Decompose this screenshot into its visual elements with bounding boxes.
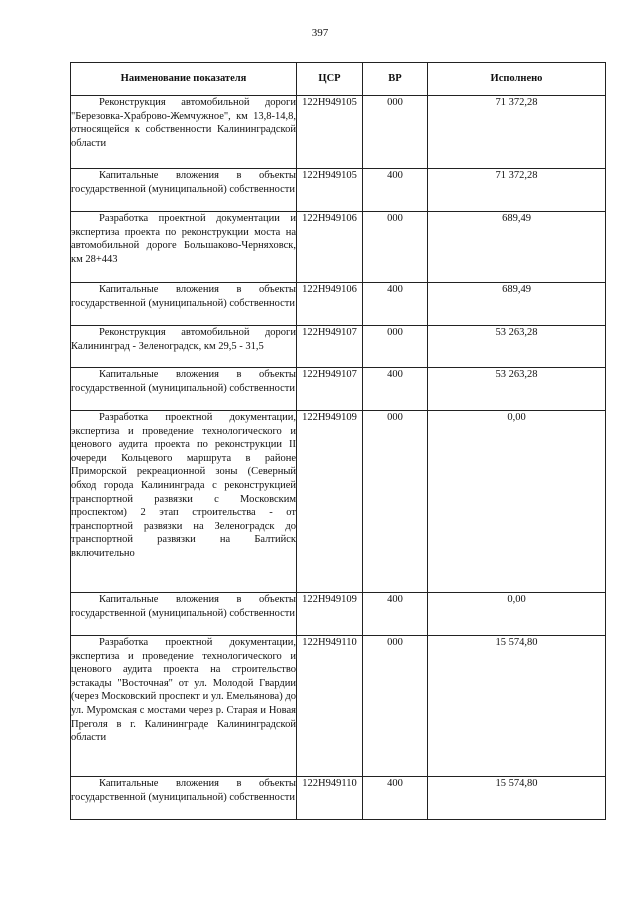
header-vr: ВР	[363, 63, 428, 96]
row-csr: 122Н949110	[297, 777, 363, 820]
row-vr: 400	[363, 283, 428, 326]
table-row	[71, 368, 606, 411]
row-executed: 53 263,28	[428, 326, 606, 368]
header-name: Наименование показателя	[71, 63, 297, 96]
row-vr: 400	[363, 593, 428, 636]
row-name: Разработка проектной документации, экспертиза и проведение технологического и ценового аудита проекта по реконструкции II очереди Кольцевого маршрута в районе Приморской рекреационной зоны (Северный обход города Калининграда с реконструкцией транспортной развязки с Московским проспектом) 2 этап строительства - от транспортной развязки на Зеленоградск до транспортной развязки на Балтийск включительно	[71, 411, 297, 593]
table-row	[71, 636, 606, 777]
row-vr: 400	[363, 368, 428, 411]
row-name: Капитальные вложения в объекты государственной (муниципальной) собственности	[71, 169, 297, 212]
row-vr: 000	[363, 411, 428, 593]
page-number: 397	[311, 27, 329, 39]
table-row	[71, 96, 606, 169]
row-name: Капитальные вложения в объекты государственной (муниципальной) собственности	[71, 777, 297, 820]
table-row	[71, 169, 606, 212]
row-name: Разработка проектной документации и экспертиза проекта по реконструкции моста на автомобильной дороге Большаково-Черняховск, км 28+443	[71, 212, 297, 283]
row-vr: 000	[363, 212, 428, 283]
table-row	[71, 212, 606, 283]
row-executed: 689,49	[428, 283, 606, 326]
report-table	[70, 62, 606, 820]
row-executed: 15 574,80	[428, 636, 606, 777]
row-executed: 15 574,80	[428, 777, 606, 820]
row-vr: 400	[363, 169, 428, 212]
row-csr: 122Н949106	[297, 283, 363, 326]
row-executed: 71 372,28	[428, 169, 606, 212]
row-csr: 122Н949109	[297, 411, 363, 593]
table-row	[71, 593, 606, 636]
row-csr: 122Н949106	[297, 212, 363, 283]
row-vr: 000	[363, 326, 428, 368]
row-executed: 53 263,28	[428, 368, 606, 411]
row-csr: 122Н949109	[297, 593, 363, 636]
row-name: Разработка проектной документации, экспертиза и проведение технологического и ценового аудита проекта на строительство эстакады "Восточная" от ул. Молодой Гвардии (через Московский проспект и ул. Емельянова) до ул. Муромская с мостами через р. Старая и Новая Преголя в г. Калининграде Калининградской области	[71, 636, 297, 777]
header-executed: Исполнено	[428, 63, 606, 96]
row-csr: 122Н949105	[297, 169, 363, 212]
row-name: Реконструкция автомобильной дороги Калининград - Зеленоградск, км 29,5 - 31,5	[71, 326, 297, 368]
table-row	[71, 777, 606, 820]
row-executed: 689,49	[428, 212, 606, 283]
row-executed: 71 372,28	[428, 96, 606, 169]
row-vr: 400	[363, 777, 428, 820]
row-csr: 122Н949107	[297, 326, 363, 368]
row-csr: 122Н949110	[297, 636, 363, 777]
row-name: Капитальные вложения в объекты государственной (муниципальной) собственности	[71, 283, 297, 326]
table-row	[71, 326, 606, 368]
row-vr: 000	[363, 636, 428, 777]
row-csr: 122Н949105	[297, 96, 363, 169]
row-vr: 000	[363, 96, 428, 169]
row-csr: 122Н949107	[297, 368, 363, 411]
row-executed: 0,00	[428, 411, 606, 593]
row-name: Капитальные вложения в объекты государственной (муниципальной) собственности	[71, 368, 297, 411]
header-csr: ЦСР	[297, 63, 363, 96]
table-row	[71, 411, 606, 593]
row-executed: 0,00	[428, 593, 606, 636]
row-name: Реконструкция автомобильной дороги "Березовка-Храброво-Жемчужное", км 13,8-14,8, относящейся к собственности Калининградской области	[71, 96, 297, 169]
table-row	[71, 283, 606, 326]
row-name: Капитальные вложения в объекты государственной (муниципальной) собственности	[71, 593, 297, 636]
table-header-row	[71, 63, 606, 96]
